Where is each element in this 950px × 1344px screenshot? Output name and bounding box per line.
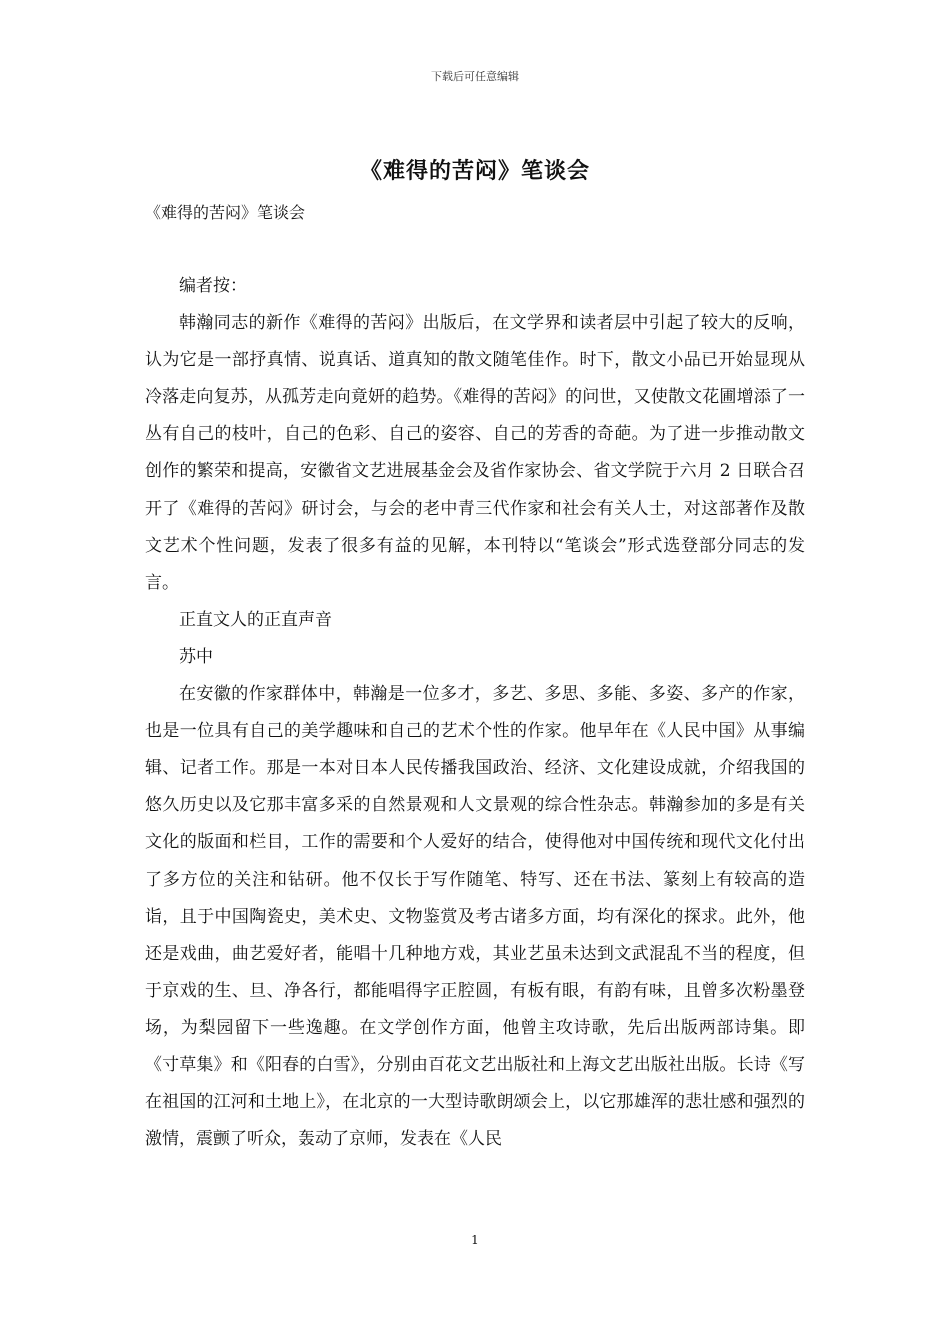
document-body [145,268,805,1158]
editor-label: 编者按： [179,276,247,296]
section-title: 正直文人的正直声音 [179,609,332,630]
editor-note-paragraph: 韩瀚同志的新作《难得的苦闷》出版后，在文学界和读者层中引起了较大的反响，认为它是一部抒真情、说真话、道真知的散文随笔佳作。时下，散文小品已开始显现从冷落走向复苏，从孤芳走向竟妍的趋势。《难得的苦闷》的问世，又使散文花圃增添了一丛有自己的枝叶，自己的色彩、自己的姿容、自己的芳香的奇葩。为了进一步推动散文创作的繁荣和提高，安徽省文艺进展基金会及省作家协会、省文学院于六月 2 日联合召开了《难得的苦闷》研讨会，与会的老中青三代作家和社会有关人士，对这部著作及散文艺术个性问题，发表了很多有益的见解，本刊特以“笔谈会”形式选登部分同志的发言。 [145,313,805,593]
article-paragraph: 在安徽的作家群体中，韩瀚是一位多才，多艺、多思、多能、多姿、多产的作家，也是一位具有自己的美学趣味和自己的艺术个性的作家。他早年在《人民中国》从事编辑、记者工作。那是一本对日本人民传播我国政治、经济、文化建设成就，介绍我国的悠久历史以及它那丰富多采的自然景观和人文景观的综合性杂志。韩瀚参加的多是有关文化的版面和栏目，工作的需要和个人爱好的结合，使得他对中国传统和现代文化付出了多方位的关注和钻研。他不仅长于写作随笔、特写、还在书法、篆刻上有较高的造诣，且于中国陶瓷史，美术史、文物鉴赏及考古诸多方面，均有深化的探求。此外，他还是戏曲，曲艺爱好者，能唱十几种地方戏，其业艺虽未达到文武混乱不当的程度，但于京戏的生、旦、净各行，都能唱得字正腔圆，有板有眼，有韵有味，且曾多次粉墨登场，为梨园留下一些逸趣。在文学创作方面，他曾主攻诗歌，先后出版两部诗集。即《寸草集》和《阳春的白雪》，分别由百花文艺出版社和上海文艺出版社出版。长诗《写在祖国的江河和土地上》，在北京的一大型诗歌朗颂会上，以它那雄浑的悲壮感和强烈的激情，震颤了听众，轰动了京师，发表在《人民 [145,684,805,1150]
header-note: 下载后可任意编辑 [431,70,519,83]
author-name: 苏中 [179,646,213,667]
document-title: 《难得的苦闷》笔谈会 [359,158,590,184]
page-number: 1 [471,1233,479,1247]
document-subtitle: 《难得的苦闷》笔谈会 [145,203,306,222]
